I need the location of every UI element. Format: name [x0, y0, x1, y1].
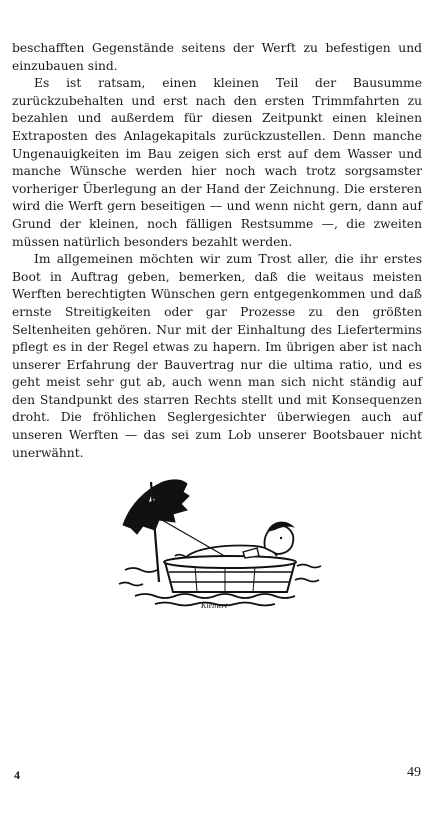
- body-text: [12, 40, 422, 462]
- paragraph-3: Im allgemeinen möchten wir zum Trost aller, die ihr erstes Boot in Auftrag geben, bemerken, daß die weitaus meisten Werften berechtigten Wünschen gern entgegenkommen und daß ernste Streitigkeiten oder gar Prozesse zu den größten Seltenheiten gehören. Nur mit der Einhaltung des Liefertermins pflegt es in der Regel etwas zu hapern. Im übrigen aber ist nach unserer Erfahrung der Bauvertrag nur die ultima ratio, und es geht meist sehr gut ab, auch wenn man sich nicht ständig auf den Standpunkt des starren Rechts stellt und mit Konsequenzen droht. Die fröhlichen Seglergesichter überwiegen auch auf unseren Werften — das sei zum Lob unserer Bootsbauer nicht unerwähnt.: [12, 252, 422, 460]
- paragraph-2: Es ist ratsam, einen kleinen Teil der Bausumme zurückzubehalten und erst nach den ersten Trimmfahrten zu bezahlen und außerdem für diesen Zeitpunkt einen kleinen Extraposten des Anlagekapitals zurückzustellen. Denn manche Ungenauigkeiten im Bau zeigen sich erst auf dem Wasser und manche Wünsche werden hier noch wach trotz sorgsamster vorheriger Überlegung an der Hand der Zeichnung. Die ersteren wird die Werft gern beseitigen — und wenn nicht gern, dann auf Grund der kleinen, noch fälligen Restsumme —, die zweiten müssen natürlich besonders bezahlt werden.: [12, 76, 422, 249]
- sail-shape: [123, 480, 189, 534]
- tub-boat-sailor-illustration: [115, 470, 325, 610]
- artist-signature: Kleinert: [201, 601, 228, 610]
- paragraph-1: beschafften Gegenstände seitens der Werft zu befestigen und einzubauen sind.: [12, 41, 422, 73]
- signature-mark: 4: [14, 768, 20, 782]
- page-number: 49: [407, 765, 421, 780]
